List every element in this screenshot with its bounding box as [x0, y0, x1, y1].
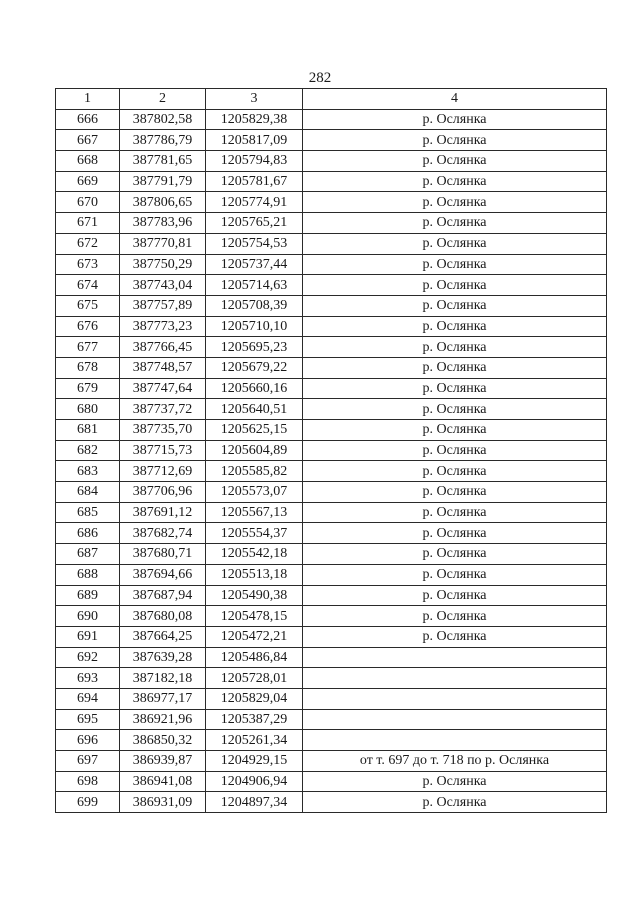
cell-point-number: 684	[56, 482, 120, 503]
table-row	[56, 585, 607, 606]
cell-point-number: 691	[56, 626, 120, 647]
cell-description: р. Ослянка	[303, 440, 607, 461]
cell-y-coordinate: 1205542,18	[206, 544, 303, 565]
cell-y-coordinate: 1205660,16	[206, 378, 303, 399]
cell-description: р. Ослянка	[303, 420, 607, 441]
cell-point-number: 668	[56, 151, 120, 172]
cell-x-coordinate: 387786,79	[120, 130, 206, 151]
cell-point-number: 697	[56, 751, 120, 772]
cell-description: р. Ослянка	[303, 213, 607, 234]
cell-description: р. Ослянка	[303, 626, 607, 647]
cell-point-number: 695	[56, 709, 120, 730]
cell-point-number: 676	[56, 316, 120, 337]
cell-y-coordinate: 1205817,09	[206, 130, 303, 151]
table-body	[56, 109, 607, 812]
cell-point-number: 682	[56, 440, 120, 461]
cell-x-coordinate: 387781,65	[120, 151, 206, 172]
cell-y-coordinate: 1205604,89	[206, 440, 303, 461]
table-row	[56, 275, 607, 296]
cell-description: р. Ослянка	[303, 171, 607, 192]
table-row	[56, 709, 607, 730]
cell-y-coordinate: 1205774,91	[206, 192, 303, 213]
cell-x-coordinate: 386921,96	[120, 709, 206, 730]
cell-description: р. Ослянка	[303, 378, 607, 399]
cell-x-coordinate: 387694,66	[120, 564, 206, 585]
cell-point-number: 681	[56, 420, 120, 441]
cell-y-coordinate: 1205737,44	[206, 254, 303, 275]
table-row	[56, 357, 607, 378]
cell-x-coordinate: 387791,79	[120, 171, 206, 192]
cell-y-coordinate: 1205387,29	[206, 709, 303, 730]
cell-point-number: 688	[56, 564, 120, 585]
table-row	[56, 523, 607, 544]
cell-y-coordinate: 1205794,83	[206, 151, 303, 172]
table-row	[56, 440, 607, 461]
table-row	[56, 482, 607, 503]
cell-description: от т. 697 до т. 718 по р. Ослянка	[303, 751, 607, 772]
cell-y-coordinate: 1205695,23	[206, 337, 303, 358]
cell-x-coordinate: 387750,29	[120, 254, 206, 275]
cell-description: р. Ослянка	[303, 130, 607, 151]
table-row	[56, 378, 607, 399]
cell-description: р. Ослянка	[303, 399, 607, 420]
table-row	[56, 502, 607, 523]
cell-description: р. Ослянка	[303, 233, 607, 254]
cell-description: р. Ослянка	[303, 564, 607, 585]
cell-x-coordinate: 387766,45	[120, 337, 206, 358]
cell-y-coordinate: 1205486,84	[206, 647, 303, 668]
cell-x-coordinate: 387715,73	[120, 440, 206, 461]
cell-x-coordinate: 387691,12	[120, 502, 206, 523]
cell-point-number: 685	[56, 502, 120, 523]
cell-point-number: 693	[56, 668, 120, 689]
cell-point-number: 683	[56, 461, 120, 482]
cell-description: р. Ослянка	[303, 151, 607, 172]
table-row	[56, 751, 607, 772]
cell-description: р. Ослянка	[303, 357, 607, 378]
table-row	[56, 337, 607, 358]
cell-point-number: 690	[56, 606, 120, 627]
cell-x-coordinate: 387743,04	[120, 275, 206, 296]
table-row	[56, 544, 607, 565]
table-row	[56, 461, 607, 482]
cell-x-coordinate: 386850,32	[120, 730, 206, 751]
cell-x-coordinate: 386939,87	[120, 751, 206, 772]
cell-y-coordinate: 1205754,53	[206, 233, 303, 254]
table-row	[56, 316, 607, 337]
cell-y-coordinate: 1205625,15	[206, 420, 303, 441]
header-col-3: 3	[206, 89, 303, 110]
cell-x-coordinate: 387737,72	[120, 399, 206, 420]
cell-description: р. Ослянка	[303, 523, 607, 544]
cell-y-coordinate: 1205261,34	[206, 730, 303, 751]
table-header-row	[56, 89, 607, 110]
cell-x-coordinate: 386977,17	[120, 688, 206, 709]
cell-point-number: 674	[56, 275, 120, 296]
cell-description: р. Ослянка	[303, 792, 607, 813]
table-row	[56, 151, 607, 172]
cell-x-coordinate: 387773,23	[120, 316, 206, 337]
cell-y-coordinate: 1205714,63	[206, 275, 303, 296]
cell-y-coordinate: 1205478,15	[206, 606, 303, 627]
cell-description: р. Ослянка	[303, 109, 607, 130]
cell-description: р. Ослянка	[303, 275, 607, 296]
header-col-1: 1	[56, 89, 120, 110]
table-row	[56, 792, 607, 813]
header-col-2: 2	[120, 89, 206, 110]
table-row	[56, 130, 607, 151]
cell-description	[303, 668, 607, 689]
cell-y-coordinate: 1204906,94	[206, 771, 303, 792]
cell-description: р. Ослянка	[303, 544, 607, 565]
cell-y-coordinate: 1205829,04	[206, 688, 303, 709]
cell-y-coordinate: 1205781,67	[206, 171, 303, 192]
table-row	[56, 171, 607, 192]
cell-x-coordinate: 387706,96	[120, 482, 206, 503]
table-row	[56, 688, 607, 709]
cell-x-coordinate: 387757,89	[120, 295, 206, 316]
table-row	[56, 564, 607, 585]
cell-point-number: 696	[56, 730, 120, 751]
cell-point-number: 667	[56, 130, 120, 151]
cell-x-coordinate: 387182,18	[120, 668, 206, 689]
table-row	[56, 668, 607, 689]
cell-description: р. Ослянка	[303, 606, 607, 627]
cell-point-number: 687	[56, 544, 120, 565]
table-row	[56, 771, 607, 792]
cell-description: р. Ослянка	[303, 295, 607, 316]
cell-point-number: 694	[56, 688, 120, 709]
cell-x-coordinate: 386941,08	[120, 771, 206, 792]
cell-y-coordinate: 1205490,38	[206, 585, 303, 606]
cell-description: р. Ослянка	[303, 502, 607, 523]
cell-x-coordinate: 386931,09	[120, 792, 206, 813]
cell-point-number: 679	[56, 378, 120, 399]
coordinates-table	[55, 88, 607, 813]
table-row	[56, 109, 607, 130]
cell-x-coordinate: 387802,58	[120, 109, 206, 130]
cell-x-coordinate: 387712,69	[120, 461, 206, 482]
cell-point-number: 678	[56, 357, 120, 378]
table-row	[56, 192, 607, 213]
cell-description: р. Ослянка	[303, 254, 607, 275]
cell-description	[303, 709, 607, 730]
cell-x-coordinate: 387687,94	[120, 585, 206, 606]
cell-point-number: 686	[56, 523, 120, 544]
cell-y-coordinate: 1205710,10	[206, 316, 303, 337]
cell-point-number: 692	[56, 647, 120, 668]
cell-y-coordinate: 1205585,82	[206, 461, 303, 482]
table-row	[56, 647, 607, 668]
cell-point-number: 672	[56, 233, 120, 254]
cell-description	[303, 688, 607, 709]
table-row	[56, 420, 607, 441]
cell-x-coordinate: 387747,64	[120, 378, 206, 399]
cell-x-coordinate: 387680,71	[120, 544, 206, 565]
cell-point-number: 689	[56, 585, 120, 606]
cell-x-coordinate: 387735,70	[120, 420, 206, 441]
cell-y-coordinate: 1205829,38	[206, 109, 303, 130]
table-row	[56, 233, 607, 254]
cell-y-coordinate: 1205679,22	[206, 357, 303, 378]
cell-y-coordinate: 1205728,01	[206, 668, 303, 689]
cell-description	[303, 730, 607, 751]
cell-description: р. Ослянка	[303, 192, 607, 213]
cell-point-number: 670	[56, 192, 120, 213]
cell-y-coordinate: 1205708,39	[206, 295, 303, 316]
cell-y-coordinate: 1205513,18	[206, 564, 303, 585]
cell-x-coordinate: 387806,65	[120, 192, 206, 213]
cell-description: р. Ослянка	[303, 461, 607, 482]
table-row	[56, 254, 607, 275]
page-number: 282	[308, 70, 332, 86]
cell-point-number: 669	[56, 171, 120, 192]
table-row	[56, 295, 607, 316]
table-row	[56, 730, 607, 751]
cell-y-coordinate: 1204897,34	[206, 792, 303, 813]
table-row	[56, 606, 607, 627]
cell-point-number: 671	[56, 213, 120, 234]
cell-point-number: 699	[56, 792, 120, 813]
header-col-4: 4	[303, 89, 607, 110]
cell-x-coordinate: 387783,96	[120, 213, 206, 234]
cell-y-coordinate: 1205472,21	[206, 626, 303, 647]
cell-point-number: 698	[56, 771, 120, 792]
cell-point-number: 673	[56, 254, 120, 275]
cell-point-number: 675	[56, 295, 120, 316]
table-row	[56, 213, 607, 234]
cell-x-coordinate: 387639,28	[120, 647, 206, 668]
cell-point-number: 680	[56, 399, 120, 420]
cell-y-coordinate: 1205765,21	[206, 213, 303, 234]
cell-description: р. Ослянка	[303, 585, 607, 606]
cell-point-number: 677	[56, 337, 120, 358]
cell-x-coordinate: 387664,25	[120, 626, 206, 647]
cell-y-coordinate: 1204929,15	[206, 751, 303, 772]
cell-description	[303, 647, 607, 668]
cell-x-coordinate: 387770,81	[120, 233, 206, 254]
cell-x-coordinate: 387680,08	[120, 606, 206, 627]
cell-x-coordinate: 387748,57	[120, 357, 206, 378]
cell-description: р. Ослянка	[303, 482, 607, 503]
cell-y-coordinate: 1205567,13	[206, 502, 303, 523]
cell-description: р. Ослянка	[303, 771, 607, 792]
cell-description: р. Ослянка	[303, 316, 607, 337]
cell-point-number: 666	[56, 109, 120, 130]
cell-x-coordinate: 387682,74	[120, 523, 206, 544]
cell-y-coordinate: 1205640,51	[206, 399, 303, 420]
table-row	[56, 399, 607, 420]
table-row	[56, 626, 607, 647]
cell-y-coordinate: 1205554,37	[206, 523, 303, 544]
cell-y-coordinate: 1205573,07	[206, 482, 303, 503]
cell-description: р. Ослянка	[303, 337, 607, 358]
